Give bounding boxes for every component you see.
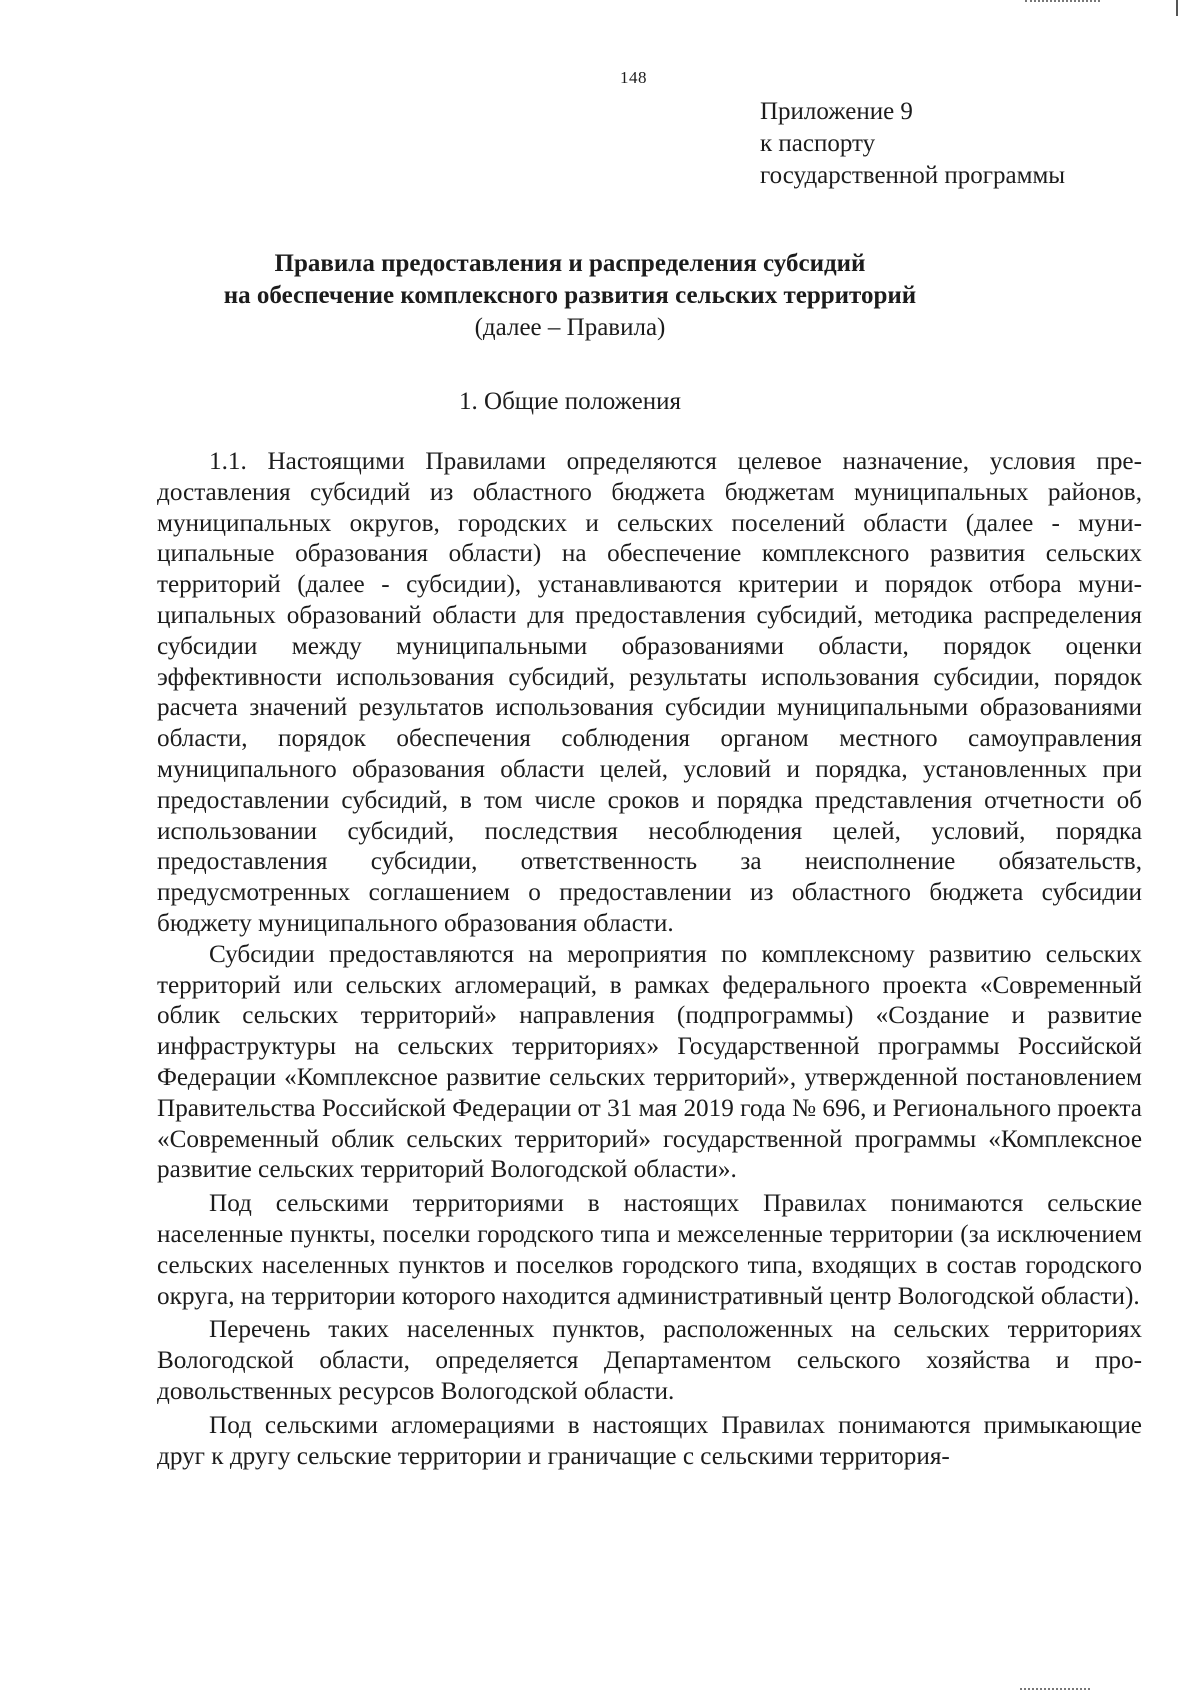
appendix-note (760, 96, 1065, 192)
appendix-line-2: к паспорту (760, 130, 876, 157)
paragraph-1: 1.1. Настоящими Правилами определяются целевое назначение, условия предоставления субсидий из областного бюджета бюджетам муниципальных районов, муниципальных округов, городских и сельских поселений области (далее - муниципальные образования области) на обеспечение комплексного развития сельских территорий (далее - субсидии), устанавливаются критерии и порядок отбора муниципальных образований области для предоставления субсидий, методика распределения субсидии между муниципальными образованиями области, порядок оценки эффективности использования субсидий, результаты использования субсидии, порядок расчета значений результатов использования субсидии муниципальными образованиями области, порядок обеспечения соблюдения органом местного самоуправления муниципального образования области целей, условий и порядка, установленных при предоставлении субсидий, в том числе сроков и порядка представления отчетности об использовании субсидий, последствия несоблюдения целей, условий, порядка предоставления субсидии, ответственность за неисполнение обязательств, предусмотренных соглашением о предоставлении из областного бюджета субсидии бюджету муниципального образования области. (157, 448, 1142, 937)
document-title (140, 248, 1000, 344)
paragraph-2: Субсидии предоставляются на мероприятия по комплексному развитию сельских территорий или сельских агломераций, в рамках федерального проекта «Современный облик сельских территорий» направления (подпрограммы) «Создание и развитие инфраструктуры на сельских территориях» Государственной программы Российской Федерации «Комплексное развитие сельских территорий», утвержденной постановлением Правительства Российской Федерации от 31 мая 2019 года № 696, и Регионального проекта «Современный облик сельских территорий» государственной программы «Комплексное развитие сельских территорий Вологодской области». (157, 940, 1142, 1184)
scan-artifact-tick (1176, 0, 1178, 16)
paragraph-5: Под сельскими агломерациями в настоящих Правилах понимаются примыкающие друг к другу сельские территории и граничащие с сельскими территория- (157, 1411, 1142, 1470)
paragraph-4: Перечень таких населенных пунктов, расположенных на сельских территориях Вологодской области, определяется Департаментом сельского хозяйства и продовольственных ресурсов Вологодской области. (157, 1316, 1142, 1405)
body-text (157, 447, 1142, 1472)
title-line-1: Правила предоставления и распределения субсидий (274, 250, 866, 277)
scan-artifact-top (1025, 0, 1100, 6)
title-line-2: на обеспечение комплексного развития сельских территорий (223, 282, 917, 309)
appendix-line-1: Приложение 9 (760, 98, 913, 125)
section-heading: 1. Общие положения (459, 388, 681, 415)
scan-artifact-bottom (1020, 1688, 1090, 1693)
title-line-3: (далее – Правила) (474, 314, 666, 341)
paragraph-3: Под сельскими территориями в настоящих Правилах понимаются сельские населенные пункты, поселки городского типа и межселенные территории (за исключением сельских населенных пунктов и поселков городского типа, входящих в состав городского округа, на территории которого находится административный центр Вологодской области). (157, 1190, 1142, 1310)
page-number: 148 (620, 68, 647, 87)
appendix-line-3: государственной программы (760, 162, 1066, 189)
